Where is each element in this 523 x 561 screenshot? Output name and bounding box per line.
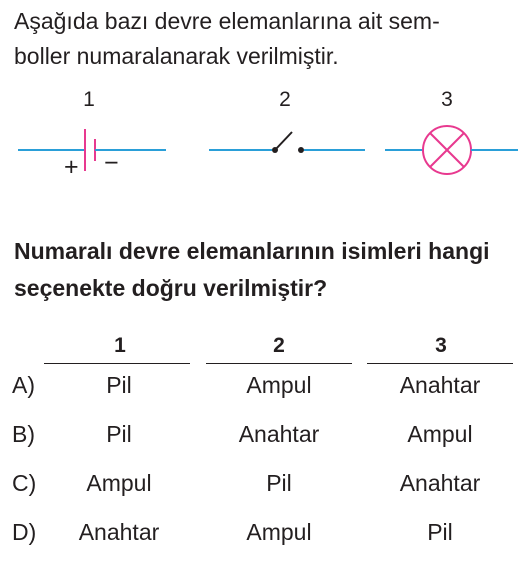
option-b[interactable]: [0, 421, 523, 461]
option-c[interactable]: [0, 470, 523, 510]
option-letter: B): [12, 421, 35, 447]
option-cell: Ampul: [407, 421, 473, 447]
option-letter: D): [12, 519, 37, 545]
option-cell: Anahtar: [399, 470, 481, 496]
option-cell: Anahtar: [238, 421, 320, 447]
intro-text: Aşağıda bazı devre elemanlarına ait sem- boller numaralanarak verilmiştir.: [14, 8, 440, 69]
option-cell: Anahtar: [399, 372, 481, 398]
column-header-2: 2: [273, 334, 285, 357]
option-cell: Ampul: [86, 470, 152, 496]
switch-symbol: [209, 132, 365, 153]
option-cell: Ampul: [246, 519, 312, 545]
lamp-symbol: [385, 126, 518, 174]
column-header-3: 3: [435, 334, 447, 357]
option-d[interactable]: [0, 519, 523, 559]
option-letter: A): [12, 372, 35, 398]
battery-symbol: [18, 129, 166, 181]
option-cell: Pil: [106, 372, 132, 398]
column-rule-3: [367, 363, 513, 364]
symbol-number-3: 3: [441, 88, 453, 111]
option-letter: C): [12, 470, 37, 496]
column-rule-1: [44, 363, 190, 364]
symbol-number-1: 1: [83, 88, 95, 111]
option-cell: Pil: [266, 470, 292, 496]
battery-minus-sign: −: [104, 149, 119, 177]
option-cell: Anahtar: [78, 519, 160, 545]
column-header-1: 1: [114, 334, 126, 357]
question-text: Numaralı devre elemanlarının isimleri hangi seçenekte doğru verilmiştir?: [14, 238, 490, 301]
battery-plus-sign: +: [64, 153, 79, 181]
column-rule-2: [206, 363, 352, 364]
option-a[interactable]: [0, 372, 523, 412]
symbol-number-2: 2: [279, 88, 291, 111]
option-cell: Pil: [106, 421, 132, 447]
circuit-symbols: [0, 115, 523, 190]
option-cell: Ampul: [246, 372, 312, 398]
option-cell: Pil: [427, 519, 453, 545]
